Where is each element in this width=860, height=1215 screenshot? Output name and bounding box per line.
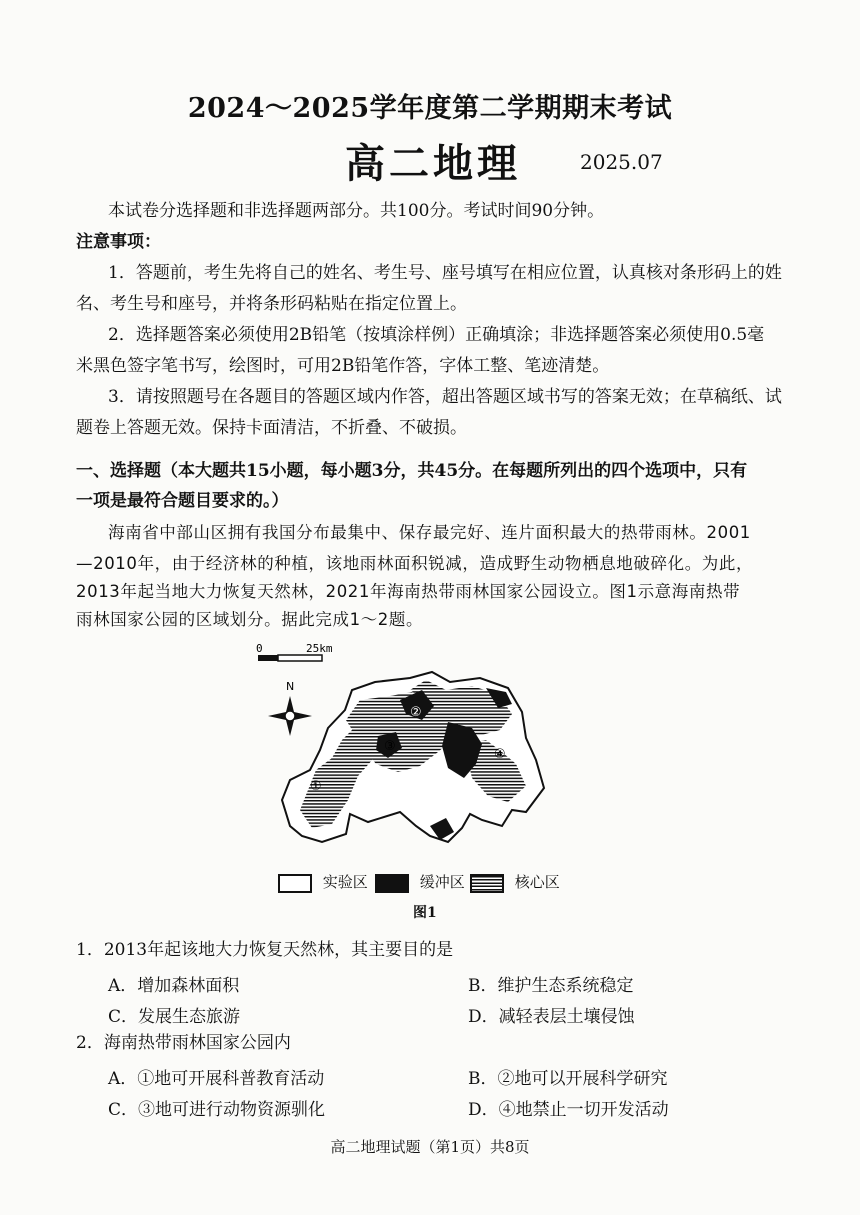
question-1-option-b: B．维护生态系统稳定	[468, 976, 634, 996]
intro-text: 本试卷分选择题和非选择题两部分。共100分。考试时间90分钟。	[108, 201, 605, 221]
subject-title: 高二地理	[345, 140, 521, 187]
note-1-line-1: 1．答题前，考生先将自己的姓名、考生号、座号填写在相应位置，认真核对条形码上的姓	[108, 263, 782, 283]
north-label: N	[286, 680, 295, 693]
passage-line-3: 2013年起当地大力恢复天然林，2021年海南热带雨林国家公园设立。图1示意海南热带	[76, 582, 741, 601]
question-1-stem: 1．2013年起该地大力恢复天然林，其主要目的是	[76, 940, 454, 960]
region-label-1: ①	[310, 779, 322, 794]
region-label-4: ④	[494, 747, 506, 762]
experimental-swatch	[278, 874, 312, 893]
legend-core-label: 核心区	[514, 873, 560, 891]
note-2-line-2: 米黑色签字笔书写，绘图时，可用2B铅笔作答，字体工整、笔迹清楚。	[76, 356, 610, 376]
scale-bar	[256, 642, 333, 661]
legend-experimental	[278, 871, 368, 893]
legend-core	[470, 871, 560, 893]
page-footer: 高二地理试题（第1页）共8页	[330, 1138, 530, 1156]
note-1-line-2: 名、考生号和座号，并将条形码粘贴在指定位置上。	[76, 294, 467, 314]
passage-line-2: —2010年，由于经济林的种植，该地雨林面积锐减，造成野生动物栖息地破碎化。为此，	[76, 554, 754, 573]
legend-buffer	[375, 871, 465, 893]
passage-line-1: 海南省中部山区拥有我国分布最集中、保存最完好、连片面积最大的热带雨林。2001	[108, 523, 751, 542]
notes-heading: 注意事项：	[76, 232, 161, 252]
scale-zero-label: 0	[256, 642, 263, 655]
national-park-zoning-map	[250, 640, 590, 860]
buffer-swatch	[375, 874, 409, 893]
question-1-option-a: A．增加森林面积	[108, 976, 240, 996]
question-2-option-b: B．②地可以开展科学研究	[468, 1069, 668, 1089]
question-2-option-d: D．④地禁止一切开发活动	[468, 1100, 669, 1120]
section-heading-line-2: 一项是最符合题目要求的。）	[76, 491, 289, 511]
core-swatch	[470, 874, 504, 893]
question-2-option-c: C．③地可进行动物资源驯化	[108, 1100, 326, 1120]
question-2-stem: 2．海南热带雨林国家公园内	[76, 1033, 291, 1053]
question-2-option-a: A．①地可开展科普教育活动	[108, 1069, 325, 1089]
region-label-3: ③	[384, 739, 396, 754]
figure-caption: 图1	[413, 905, 437, 921]
exam-title: 2024～2025学年度第二学期期末考试	[187, 93, 673, 124]
note-3-line-2: 题卷上答题无效。保持卡面清洁，不折叠、不破损。	[76, 418, 467, 438]
legend-buffer-label: 缓冲区	[419, 873, 465, 891]
note-3-line-1: 3．请按照题号在各题目的答题区域内作答，超出答题区域书写的答案无效；在草稿纸、试	[108, 387, 782, 407]
passage-line-4: 雨林国家公园的区域划分。据此完成1～2题。	[76, 610, 424, 629]
scale-distance-label: 25km	[306, 642, 333, 655]
note-2-line-1: 2．选择题答案必须使用2B铅笔（按填涂样例）正确填涂；非选择题答案必须使用0.5毫	[108, 325, 765, 345]
legend-experimental-label: 实验区	[322, 873, 368, 891]
exam-date: 2025.07	[580, 150, 663, 174]
region-label-2: ②	[410, 705, 422, 720]
north-arrow-icon	[268, 680, 312, 736]
section-heading-line-1: 一、选择题（本大题共15小题，每小题3分，共45分。在每题所列出的四个选项中，只有	[76, 461, 748, 481]
question-1-option-c: C．发展生态旅游	[108, 1007, 241, 1027]
question-1-option-d: D．减轻表层土壤侵蚀	[468, 1007, 635, 1027]
